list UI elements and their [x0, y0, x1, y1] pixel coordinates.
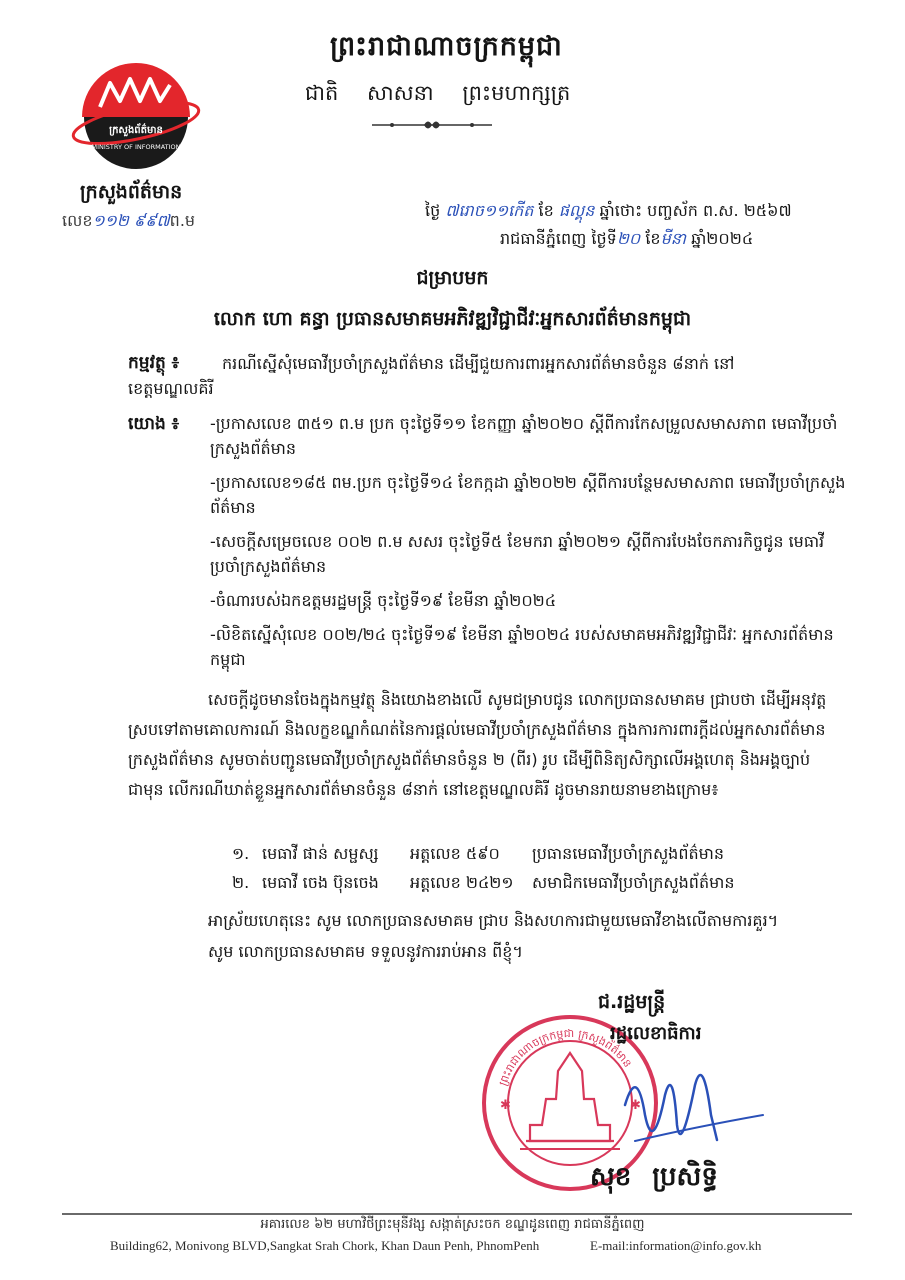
addressee: លោក ហោ គន្ធា ប្រធានសមាគមអភិវឌ្ឍវិជ្ជាជីវៈអ្នកសារព័ត៌មានកម្ពុជា [213, 308, 692, 330]
reference-item: -ប្រកាសលេខ ៣៥១ ព.ម ប្រក ចុះថ្ងៃទី១១ ខែកញ្ញា ឆ្នាំ២០២០ ស្តីពីការកែសម្រួលសមាសភាព មេធាវីប្រចាំក្រសួងព័ត៌មាន [210, 414, 838, 458]
ref-handwritten: ១១២ ៩៩៧ [92, 211, 170, 230]
lunar-date [425, 200, 792, 224]
official-role: សមាជិកមេធាវីប្រចាំក្រសួងព័ត៌មាន [532, 873, 735, 892]
body-paragraph: សេចក្តីដូចមានចែងក្នុងកម្មវត្ថុ និងយោងខាងលើ សូមជម្រាបជូន លោកប្រធានសមាគម ជ្រាបថា ដើម្បីអនុវត្តស្របទៅតាមគោលការណ៍ និងលក្ខខណ្ឌកំណត់នៃការផ្តល់មេធាវីប្រចាំក្រសួងព័ត៌មាន ក្នុងការការពារក្តីដល់អ្នកសារព័ត៌មាន ក្រសួងព័ត៌មាន សូមចាត់បញ្ជូនមេធាវីប្រចាំក្រសួងព័ត៌មានចំនួន ២ (ពីរ) រូប ដើម្បីពិនិត្យសិក្សាលើអង្គហេតុ និងអង្គច្បាប់ជាមុន លើករណីឃាត់ខ្លួនអ្នកសារព័ត៌មានចំនួន ៨នាក់ នៅខេត្តមណ្ឌលគិរី ដូចមានរាយនាមខាងក្រោម៖ [128, 690, 827, 799]
svg-text:✱: ✱ [500, 1098, 511, 1113]
logo-text-kh: ក្រសួងព័ត៌មាន [109, 125, 163, 136]
official-name: មេធាវី ចេង ប៊ុនចេង [262, 873, 379, 892]
solar-day-hand: ២០ [616, 229, 641, 248]
reference-item: -ចំណារបស់ឯកឧត្តមរដ្ឋមន្ត្រី ចុះថ្ងៃទី១៩ ខែមីនា ឆ្នាំ២០២៤ [210, 591, 557, 610]
lunar-prefix: ថ្ងៃ [425, 201, 441, 220]
logo-text-en: MINISTRY OF INFORMATION [91, 143, 181, 151]
closing-line-1: អាស្រ័យហេតុនេះ សូម លោកប្រធានសមាគម ជ្រាប និងសហការជាមួយមេធាវីខាងលើតាមការគួរ។ [208, 911, 779, 930]
reference-item: -ប្រកាសលេខ១៨៥ ពម.ប្រក ចុះថ្ងៃទី១៤ ខែកក្កដា ឆ្នាំ២០២២ ស្តីពីការបន្ថែមសមាសភាព មេធាវីប្រចាំក្រសួងព័ត៌មាន [210, 473, 846, 517]
official-number: ២. [232, 873, 250, 892]
solar-prefix: រាជធានីភ្នំពេញ ថ្ងៃទី [500, 229, 617, 248]
footer-email: E-mail:information@info.gov.kh [590, 1238, 762, 1253]
signer-name: សុខ ប្រសិទ្ធិ [590, 1162, 718, 1192]
lunar-day-hand: ៧រោច១១កើត [445, 201, 534, 220]
reference-item: -សេចក្តីសម្រេចលេខ ០០២ ព.ម សសរ ចុះថ្ងៃទី៥ ខែមករា ឆ្នាំ២០២១ ស្តីពីការបែងចែកភារកិច្ចជូន មេធាវីប្រចាំក្រសួងព័ត៌មាន [210, 532, 825, 576]
lunar-month-label: ខែ [538, 201, 554, 220]
seal-text: ព្រះរាជាណាចក្រកម្ពុជា ក្រសួងព័ត៌មាន [496, 1026, 635, 1088]
ornament-divider [372, 116, 492, 134]
reference-number [62, 210, 195, 234]
ministry-name: ក្រសួងព័ត៌មាន [80, 181, 183, 203]
solar-month-label: ខែ [645, 229, 661, 248]
signatory-title: ជ.រដ្ឋមន្ត្រី [598, 991, 666, 1013]
footer-address-en: Building62, Monivong BLVD,Sangkat Srah Chork, Khan Daun Penh, PhnomPenh [110, 1238, 540, 1253]
footer-divider [62, 1213, 852, 1215]
lunar-year: ឆ្នាំថោះ បញ្ចស័ក ព.ស. ២៥៦៧ [599, 201, 792, 220]
official-name: មេធាវី ផាន់ សម្ផស្ស [262, 844, 379, 863]
subject-line-1: ករណីស្នើសុំមេធាវីប្រចាំក្រសួងព័ត៌មាន ដើម្បីជួយការពារអ្នកសារព័ត៌មានចំនួន ៨នាក់ នៅ [222, 354, 735, 373]
references-list [210, 411, 850, 681]
lunar-month-hand: ផល្គុន [558, 201, 595, 220]
ref-suffix: ព.ម [169, 211, 196, 230]
signatory-position: រដ្ឋលេខាធិការ [610, 1023, 702, 1044]
greeting: ជម្រាបមក [416, 267, 489, 289]
solar-date [500, 228, 753, 252]
official-role: ប្រធានមេធាវីប្រចាំក្រសួងព័ត៌មាន [532, 844, 725, 863]
ref-prefix: លេខ [62, 211, 93, 230]
references-label: យោង ៖ [128, 414, 180, 434]
official-id: អត្តលេខ ៥៩០ [410, 844, 500, 863]
subject-line-2: ខេត្តមណ្ឌលគិរី [128, 379, 214, 398]
subject-label: កម្មវត្ថុ ៖ [128, 353, 180, 373]
footer-address-kh: អគារលេខ ៦២ មហាវិថីព្រះមុនីវង្ស សង្កាត់ស្រះចក ខណ្ឌដូនពេញ រាជធានីភ្នំពេញ [260, 1217, 645, 1232]
handwritten-signature [615, 1045, 765, 1165]
svg-text:✱: ✱ [630, 1098, 641, 1113]
national-motto: ជាតិ សាសនា ព្រះមហាក្សត្រ [305, 81, 571, 105]
official-number: ១. [232, 844, 250, 863]
closing-line-2: សូម លោកប្រធានសមាគម ទទួលនូវការរាប់អាន ពីខ្ញុំ។ [208, 942, 523, 961]
kingdom-title: ព្រះរាជាណាចក្រកម្ពុជា [330, 31, 563, 62]
ministry-logo [70, 55, 205, 185]
solar-year: ឆ្នាំ២០២៤ [691, 229, 754, 248]
reference-item: -លិខិតស្នើសុំលេខ ០០២/២៤ ចុះថ្ងៃទី១៩ ខែមីនា ឆ្នាំ២០២៤ របស់សមាគមអភិវឌ្ឍវិជ្ជាជីវៈ អ្នកសារព័ត៌មានកម្ពុជា [210, 625, 834, 669]
official-id: អត្តលេខ ២៤២១ [410, 873, 514, 892]
solar-month-hand: មីនា [660, 229, 686, 248]
